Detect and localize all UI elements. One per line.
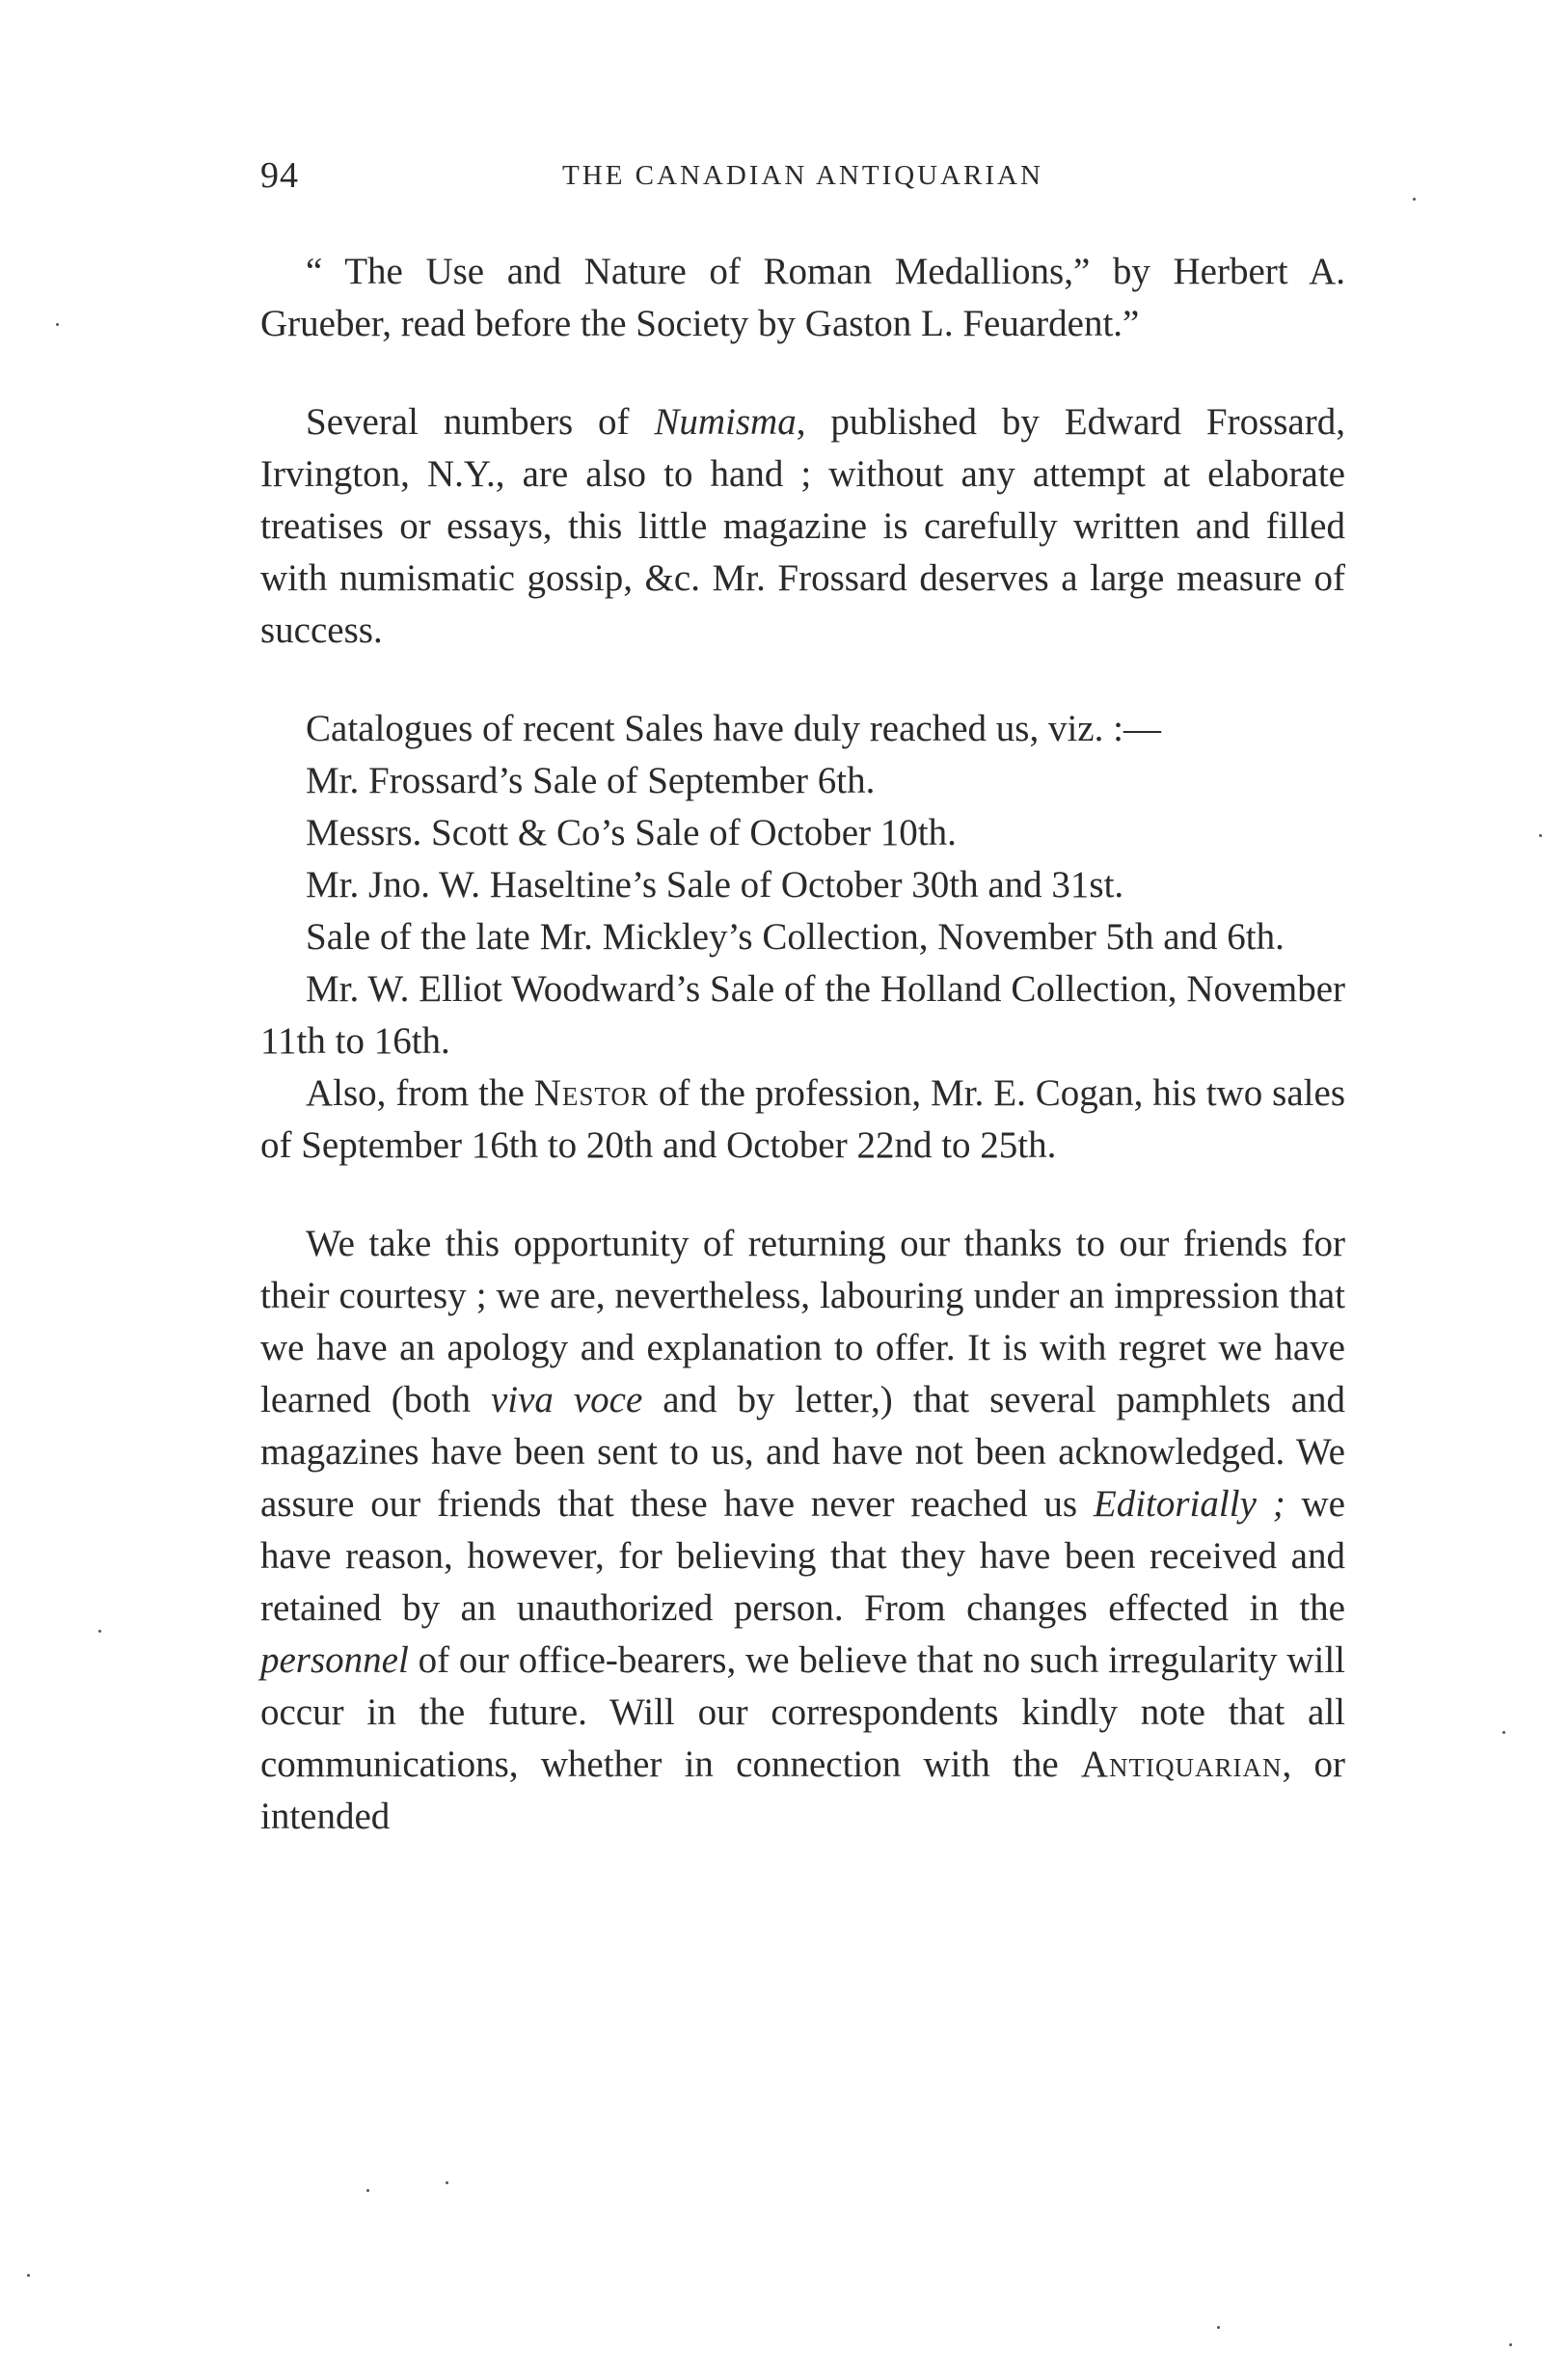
paragraph-numisma [260,396,1345,657]
catalogue-item: Mr. Jno. W. Haseltine’s Sale of October 30th and 31st. [306,864,1124,906]
scan-speck [446,2181,448,2184]
scan-speck [1509,2343,1512,2346]
scan-speck [1502,1731,1505,1734]
catalogue-item-text-b: of the profession, Mr. E. Cogan, his two sales of September 16th to 20th and October 22nd to 25th. [260,1072,1345,1166]
running-head [260,154,1345,203]
nestor-word: Nestor [533,1072,649,1114]
paragraph-thanks-text-b: and by letter,) that several pamphlets and magazines have been sent to us, and have not been acknowledged. We assure our friends that these have never reached us [260,1379,1346,1525]
catalogue-item [260,1068,1345,1172]
scan-speck [1413,198,1416,201]
catalogues-intro: Catalogues of recent Sales have duly reached us, viz. :— [306,708,1161,749]
paragraph-thanks [260,1218,1345,1843]
page-number: 94 [260,155,299,196]
paragraph-thanks-text-a: We take this opportunity of returning our thanks to our friends for their courtesy ; we are, nevertheless, labouring under an impression that we have an apology and explanation to offer. It is with regret we have learned (both [260,1223,1345,1420]
catalogues-list [260,703,1345,1172]
scan-speck [27,2274,30,2277]
catalogue-item-text-a: Also, from the [306,1072,534,1114]
personnel: personnel [260,1639,409,1681]
catalogue-item: Mr. W. Elliot Woodward’s Sale of the Holland Collection, November 11th to 16th. [260,968,1345,1062]
scan-speck [1217,2326,1220,2329]
paragraph-numisma-text-b: , published by Edward Frossard, Irvington, N.Y., are also to hand ; without any attempt at elaborate treatises or essays, this little magazine is carefully written and filled with numismatic gossip, &c. Mr. Frossard deserves a large measure of success. [260,401,1345,651]
numisma-title: Numisma [654,401,797,443]
catalogue-item: Sale of the late Mr. Mickley’s Collection, November 5th and 6th. [306,916,1285,958]
paragraph-thanks-text-e: , or intended [260,1744,1345,1837]
paragraph-medallions: “ The Use and Nature of Roman Medallions,” by Herbert A. Grueber, read before the Society by Gaston L. Feuardent.” [260,251,1345,344]
scan-speck [366,2189,369,2192]
paragraph-thanks-text-c: we have reason, however, for believing that they have been received and retained by an unauthorized person. From changes effected in the [260,1483,1345,1629]
scan-speck [56,323,59,326]
editorially: Editorially ; [1093,1483,1285,1525]
scan-speck [98,1630,101,1633]
catalogue-item: Messrs. Scott & Co’s Sale of October 10th. [306,812,957,853]
catalogue-item: Mr. Frossard’s Sale of September 6th. [306,760,876,801]
paragraph-thanks-text-d: of our office-bearers, we believe that no such irregularity will occur in the future. Will our correspondents kindly note that all communications, whether in connection with the [260,1639,1345,1785]
paragraph-numisma-text-a: Several numbers of [306,401,655,443]
journal-title: THE CANADIAN ANTIQUARIAN [562,160,1043,191]
viva-voce: viva voce [490,1379,643,1420]
body-text [260,246,1345,1843]
antiquarian-word: Antiquarian [1080,1744,1283,1785]
